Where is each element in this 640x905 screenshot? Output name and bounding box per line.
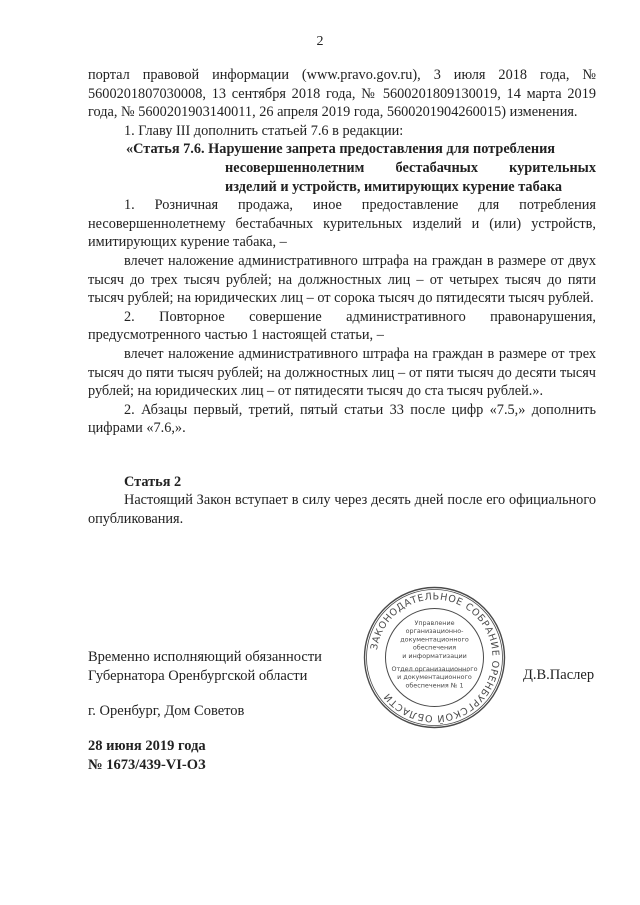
signature-line-1: Временно исполняющий обязанности — [88, 649, 322, 665]
seal-inner-line: документационного — [400, 635, 469, 644]
paragraph-penalty-2: влечет наложение административного штрафа на граждан в размере от трех тысяч до пяти тысяч рублей; на должностных лиц – от пяти тысяч до десяти тысяч рублей; на юридических лиц – от пятидесяти тысяч до ста тысяч рублей.». — [88, 345, 596, 400]
spacer — [88, 438, 596, 473]
signatory-name: Д.В.Паслер — [523, 667, 595, 683]
seal-inner-line: организационно- — [405, 627, 464, 636]
seal-inner-line: Отдел организационного — [391, 665, 478, 673]
paragraph-article-33: 2. Абзацы первый, третий, пятый статьи 33 после цифр «7.5,» дополнить цифрами «7.6,». — [88, 401, 596, 437]
seal-inner-line: Управление — [414, 619, 455, 627]
seal-inner-line: и документационного — [397, 673, 472, 682]
date-block — [88, 737, 206, 774]
article-title-first-line: «Статья 7.6. Нарушение запрета предоставления для потребления — [126, 141, 556, 158]
paragraph-chapter-addition: 1. Главу III дополнить статьей 7.6 в редакции: — [124, 122, 404, 139]
seal-ring-text: ЗАКОНОДАТЕЛЬНОЕ СОБРАНИЕ ОРЕНБУРГСКОЙ ОБЛАСТИ — [368, 591, 501, 724]
article-title-rest: несовершеннолетним бестабачных курительных изделий и устройств, имитирующих курение табака — [225, 159, 596, 195]
official-seal — [362, 585, 507, 730]
signature-line-2: Губернатора Оренбургской области — [88, 667, 308, 684]
law-date: 28 июня 2019 года — [88, 738, 206, 754]
law-number: № 1673/439-VI-ОЗ — [88, 756, 206, 773]
document-body — [88, 66, 596, 529]
paragraph-penalty-1: влечет наложение административного штрафа на граждан в размере от двух тысяч до трех тысяч рублей; на должностных лиц – от четырех тысяч до пяти тысяч рублей; на юридических лиц – от сорока тысяч до пятидесяти тысяч рублей. — [88, 252, 596, 307]
article-2-text: Настоящий Закон вступает в силу через десять дней после его официального опубликования. — [88, 492, 596, 528]
page-number: 2 — [316, 34, 324, 49]
seal-inner-line: обеспечения № 1 — [405, 681, 464, 690]
paragraph-part-1: 1. Розничная продажа, иное предоставление для потребления несовершеннолетнему бестабачных курительных изделий и (или) устройств, имитирующих курение табака, – — [88, 197, 596, 251]
seal-inner-line: обеспечения — [412, 643, 457, 652]
signature-block — [88, 648, 322, 685]
seal-inner-line: и информатизации — [402, 651, 467, 660]
paragraph-intro: портал правовой информации (www.pravo.gov.ru), 3 июля 2018 года, № 5600201807030008, 13 сентября 2018 года, № 5600201809130019, 14 марта 2019 года, № 5600201903140011, 26 апреля 2019 года, 5600201904260015) изменения. — [88, 67, 596, 121]
article-2-heading: Статья 2 — [124, 473, 182, 490]
paragraph-part-2: 2. Повторное совершение административного правонарушения, предусмотренного частью 1 настоящей статьи, – — [88, 308, 596, 344]
signing-place: г. Оренбург, Дом Советов — [88, 703, 245, 719]
